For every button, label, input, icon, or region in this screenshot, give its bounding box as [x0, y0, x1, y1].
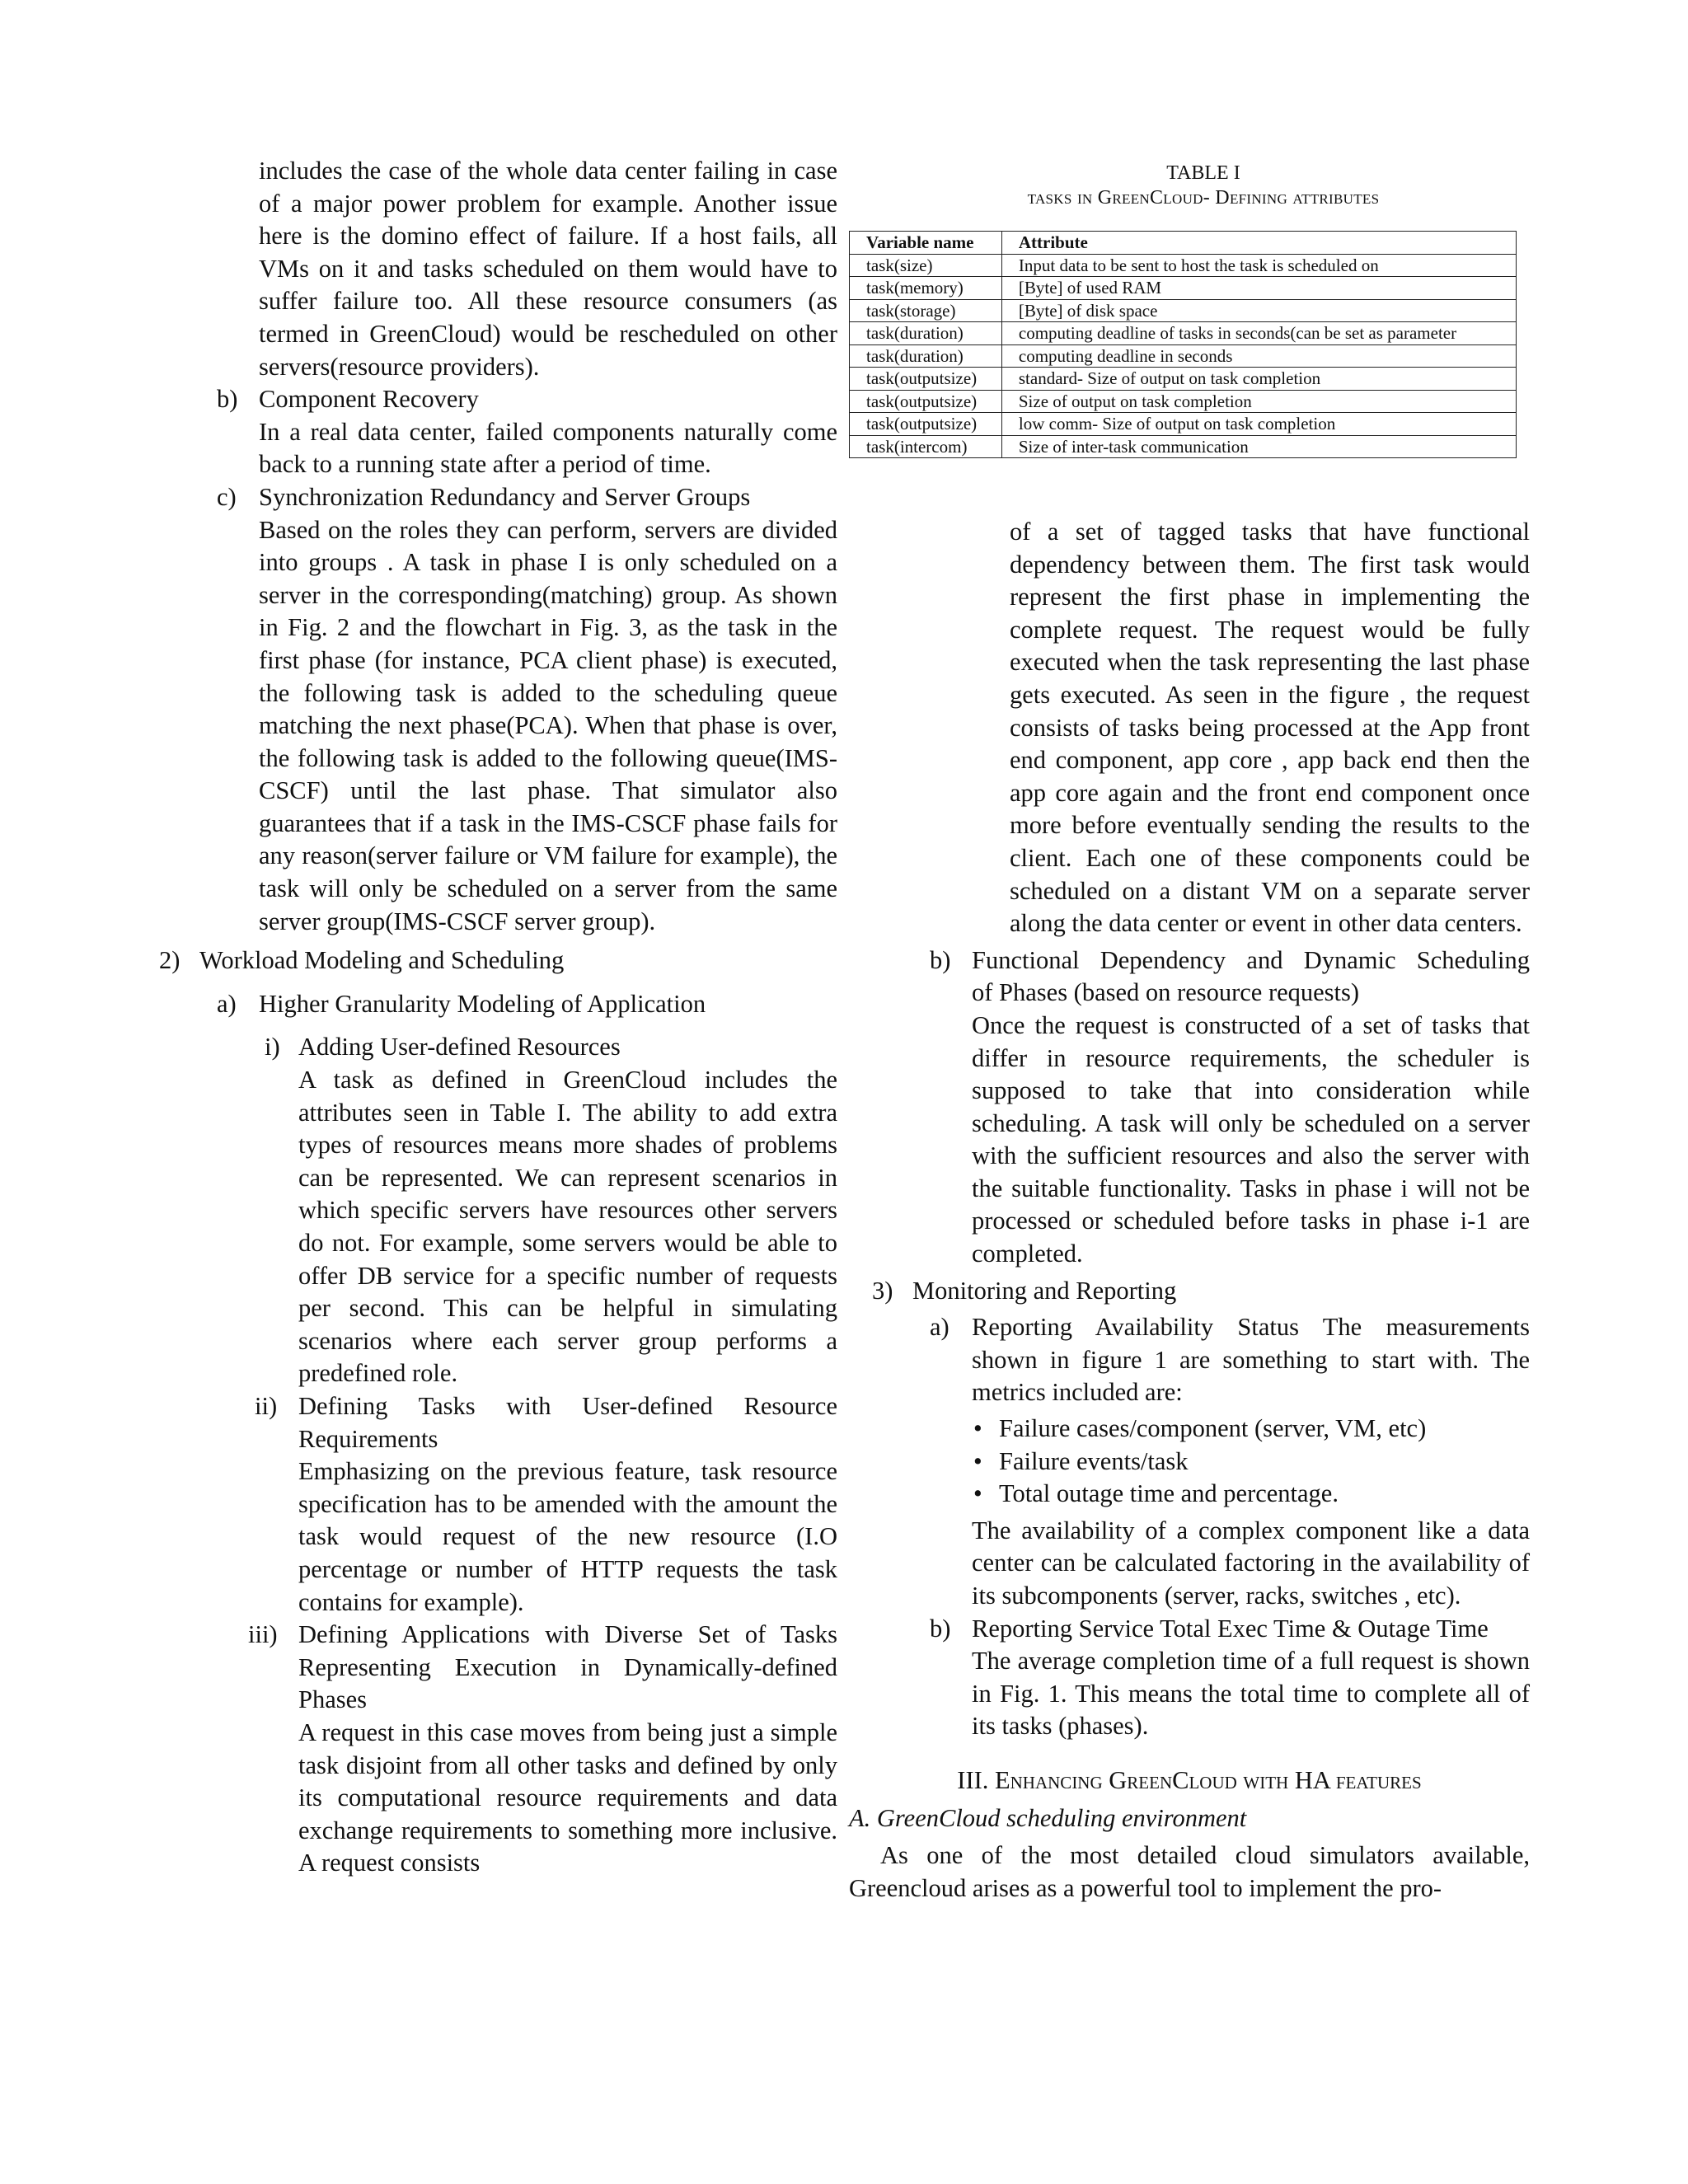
table-number: TABLE I: [1166, 162, 1240, 184]
item-3-monitoring: [872, 1275, 1530, 1308]
item-b-right-text: Once the request is constructed of a set of tasks that differ in resource requirements, the scheduler is supposed to take that into consideration while scheduling. A task will only be scheduled on a server with the sufficient resources and also the server with the suitable functionality. Tasks in phase i will not be processed or scheduled before tasks in phase i-1 are completed.: [972, 1010, 1530, 1268]
bullet-icon: •: [973, 1446, 982, 1475]
table-header-variable: Variable name: [850, 232, 1002, 255]
item-a-reporting-availability: [930, 1311, 1530, 1612]
table-row: [850, 344, 1517, 368]
final-paragraph: As one of the most detailed cloud simulators available, Greencloud arises as a powerful tool to implement the pro-: [849, 1841, 1530, 1902]
table-title: tasks in GreenCloud- Defining attributes: [1027, 187, 1380, 209]
left-column: [159, 155, 837, 1880]
right-column: [849, 516, 1530, 1905]
bullet-icon: •: [973, 1414, 982, 1443]
intro-paragraph-block: [259, 155, 837, 383]
intro-paragraph: includes the case of the whole data center failing in case of a major power problem for example. Another issue here is the domino effect of failure. If a host fails, all VMs on it and tasks scheduled on them would have to suffer failure too. All these resource consumers (as termed in GreenCloud) would be rescheduled on other servers(resource providers).: [259, 157, 837, 381]
item-2a-label: a): [217, 989, 237, 1018]
item-b-text: In a real data center, failed components naturally come back to a running state after a period of time.: [259, 417, 837, 479]
list-item: [972, 1446, 1530, 1479]
table-cell: task(outputsize): [850, 390, 1002, 413]
list-item-text: Total outage time and percentage.: [999, 1479, 1339, 1508]
table-cell: Size of output on task completion: [1001, 390, 1516, 413]
item-ii-defining-tasks: [255, 1390, 837, 1619]
item-i-text: A task as defined in GreenCloud includes the attributes seen in Table I. The ability to add extra types of resources means more shades of problems can be represented. We can represent scenarios in which specific servers have resources other servers do not. For example, some servers would be able to offer DB service for a specific number of requests per second. This can be helpful in simulating scenarios where each server group performs a predefined role.: [298, 1066, 837, 1388]
item-b-component-recovery: [217, 383, 837, 481]
table-cell: task(duration): [850, 344, 1002, 368]
list-item: [972, 1478, 1530, 1511]
item-2a-heading: Higher Granularity Modeling of Application: [259, 989, 706, 1018]
subsection-label: A.: [849, 1803, 871, 1832]
availability-paragraph: The availability of a complex component like a data center can be calculated factoring in the availability of its subcomponents (server, racks, switches , etc).: [972, 1516, 1530, 1610]
item-b2-heading: Reporting Service Total Exec Time & Outage Time: [972, 1614, 1489, 1643]
item-b2-label: b): [930, 1614, 951, 1643]
item-i-label: i): [265, 1033, 280, 1062]
item-i-heading: Adding User-defined Resources: [298, 1033, 621, 1062]
subsection-title: GreenCloud scheduling environment: [876, 1803, 1247, 1832]
table-cell: task(size): [850, 254, 1002, 277]
bullet-icon: •: [973, 1479, 982, 1508]
table-header-row: [850, 232, 1517, 255]
list-item-text: Failure events/task: [999, 1446, 1189, 1475]
table-cell: Input data to be sent to host the task is scheduled on: [1001, 254, 1516, 277]
item-c-label: c): [217, 482, 237, 511]
list-item-text: Failure cases/component (server, VM, etc): [999, 1414, 1427, 1443]
item-b-reporting-exec-time: [930, 1613, 1530, 1743]
item-iii-label: iii): [248, 1620, 278, 1649]
item-a-right-label: a): [930, 1313, 950, 1342]
table-cell: computing deadline of tasks in seconds(can be set as parameter: [1001, 322, 1516, 345]
item-b-right-heading-line2: of Phases (based on resource requests): [972, 978, 1360, 1007]
table-cell: computing deadline in seconds: [1001, 344, 1516, 368]
table-cell: low comm- Size of output on task completion: [1001, 413, 1516, 436]
item-iii-heading: Defining Applications with Diverse Set of Tasks Representing Execution in Dynamically-defined Phases: [298, 1620, 837, 1714]
item-a-right-text: Reporting Availability Status The measurements shown in figure 1 are something to start with. The metrics included are:: [972, 1313, 1530, 1407]
metrics-list: [972, 1413, 1530, 1511]
subsection-heading: [849, 1802, 1530, 1835]
table-cell: Size of inter-task communication: [1001, 435, 1516, 458]
item-b-right-label: b): [930, 945, 951, 974]
item-iii-continuation: of a set of tagged tasks that have functional dependency between them. The first task would represent the first phase in implementing the complete request. The request would be fully executed when the task representing the last phase gets executed. As seen in the figure , the request consists of tasks being processed at the App front end component, app core , app back end then the app core again and the front end component once more before eventually sending the results to the client. Each one of these components could be scheduled on a distant VM on a separate server along the data center or event in other data centers.: [1010, 518, 1530, 938]
item-3-heading: Monitoring and Reporting: [912, 1276, 1177, 1305]
item-ii-label: ii): [255, 1391, 278, 1420]
item-iii-defining-apps: [248, 1619, 837, 1880]
item-c-sync-redundancy: [217, 481, 837, 938]
section-number: III.: [957, 1765, 989, 1794]
section-heading: [849, 1765, 1530, 1797]
table-row: [850, 390, 1517, 413]
item-c-text: Based on the roles they can perform, servers are divided into groups . A task in phase I is only scheduled on a server in the corresponding(matching) group. As shown in Fig. 2 and the flowchart in Fig. 3, as the task in the first phase (for instance, PCA client phase) is executed, the following task is added to the scheduling queue matching the next phase(PCA). When that phase is over, the following task is added to the following queue(IMS-CSCF) until the last phase. That simulator also guarantees that if a task in the IMS-CSCF phase fails for any reason(server failure or VM failure for example), the task will only be scheduled on a server from the same server group(IMS-CSCF server group).: [259, 515, 837, 935]
table-cell: task(duration): [850, 322, 1002, 345]
table-row: [850, 368, 1517, 391]
table-cell: task(storage): [850, 299, 1002, 322]
item-ii-heading: Defining Tasks with User-defined Resource Requirements: [298, 1391, 837, 1453]
item-b-right-heading-line1: Functional Dependency and Dynamic Scheduling: [972, 945, 1530, 974]
item-b-functional-dependency: [930, 944, 1530, 1271]
item-2-label: 2): [159, 946, 181, 975]
item-2a-granularity: [217, 988, 837, 1021]
item-2-workload-modeling: [159, 944, 837, 977]
attributes-table: [849, 231, 1517, 458]
table-cell: task(memory): [850, 277, 1002, 300]
item-b2-text: The average completion time of a full request is shown in Fig. 1. This means the total time to complete all of its tasks (phases).: [972, 1647, 1530, 1741]
list-item: [972, 1413, 1530, 1446]
table-cell: standard- Size of output on task completion: [1001, 368, 1516, 391]
section-title: Enhancing GreenCloud with HA features: [995, 1765, 1422, 1794]
table-row: [850, 277, 1517, 300]
table-caption: [849, 161, 1558, 210]
item-b-label: b): [217, 385, 238, 414]
item-iii-text: A request in this case moves from being just a simple task disjoint from all other tasks and defined by only its computational resource requirements and data exchange requirements to something more inclusive. A request consists: [298, 1718, 837, 1877]
item-c-heading: Synchronization Redundancy and Server Groups: [259, 482, 751, 511]
table-row: [850, 435, 1517, 458]
table-cell: [Byte] of used RAM: [1001, 277, 1516, 300]
item-2-heading: Workload Modeling and Scheduling: [199, 946, 565, 975]
item-b-heading: Component Recovery: [259, 385, 479, 414]
table-cell: [Byte] of disk space: [1001, 299, 1516, 322]
table-cell: task(outputsize): [850, 413, 1002, 436]
table-row: [850, 254, 1517, 277]
item-i-user-resources: [265, 1031, 837, 1390]
item-3-label: 3): [872, 1276, 893, 1305]
table-row: [850, 413, 1517, 436]
table-row: [850, 299, 1517, 322]
table-cell: task(intercom): [850, 435, 1002, 458]
item-iii-continuation-block: [1010, 516, 1530, 940]
item-ii-text: Emphasizing on the previous feature, task resource specification has to be amended with the amount the task would request of the new resource (I.O percentage or number of HTTP requests the task contains for example).: [298, 1457, 837, 1616]
table-row: [850, 322, 1517, 345]
table-header-attribute: Attribute: [1001, 232, 1516, 255]
table-cell: task(outputsize): [850, 368, 1002, 391]
